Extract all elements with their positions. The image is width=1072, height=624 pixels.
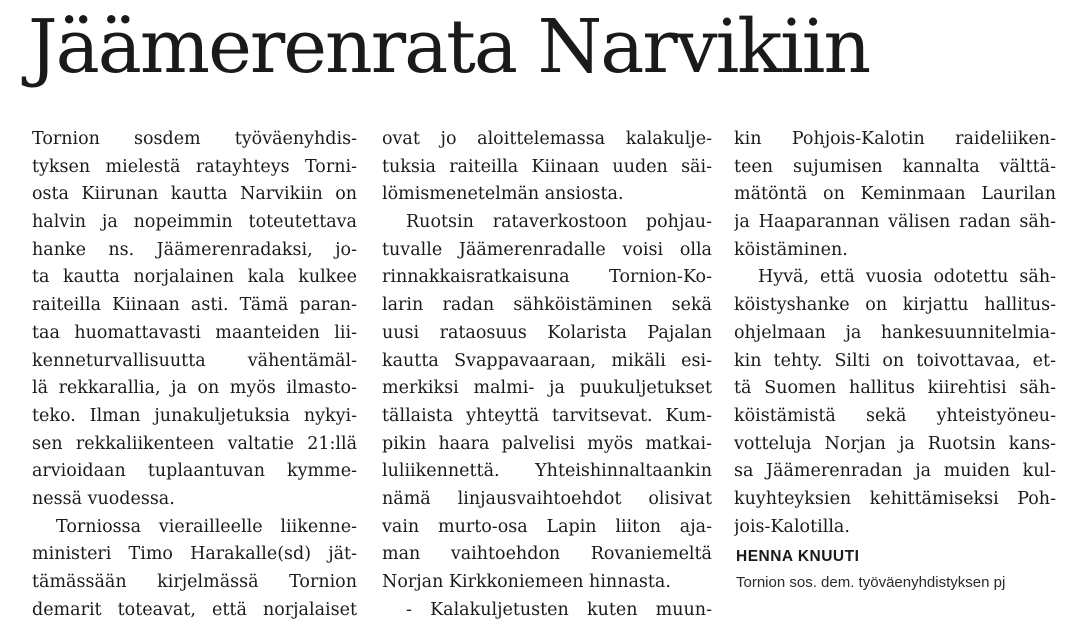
- article-text-line: demarit toteavat, että norjalaiset: [32, 599, 357, 620]
- article-text-line: sa Jäämerenradan ja muiden kul-: [734, 461, 1056, 482]
- article-text-line: rinnakkaisratkaisuna Tornion-Ko-: [382, 267, 712, 288]
- article-column-3: [734, 126, 1056, 541]
- article-text-line: man vaihtoehdon Rovaniemeltä: [382, 544, 712, 565]
- article-headline: Jäämerenrata Narvikiin: [28, 4, 870, 90]
- article-text-line: tämässään kirjelmässä Tornion: [32, 572, 357, 592]
- article-text-line: jois-Kalotilla.: [734, 516, 850, 537]
- article-text-line: nämä linjausvaihtoehdot olisivat: [382, 488, 712, 509]
- article-text-line: teen sujumisen kannalta välttä-: [734, 156, 1056, 177]
- article-text-line: teko. Ilman junakuljetuksia nykyi-: [32, 405, 357, 426]
- article-text-line: ministeri Timo Harakalle(sd) jät-: [32, 544, 357, 565]
- article-text-line: kin tehty. Silti on toivottavaa, et-: [734, 350, 1056, 371]
- article-text-line: tä Suomen hallitus kiirehtisi säh-: [734, 378, 1056, 399]
- article-text-line: taa huomattavasti maanteiden lii-: [32, 322, 357, 343]
- article-text-line: Norjan Kirkkoniemeen hinnasta.: [382, 572, 671, 592]
- article-text-line: merkiksi malmi- ja puukuljetukset: [382, 378, 712, 399]
- article-text-line: kenneturvallisuutta vähentämäl-: [32, 350, 357, 371]
- article-text-line: ja Haaparannan välisen radan säh-: [734, 212, 1056, 233]
- article-text-line: larin radan sähköistäminen sekä: [382, 295, 712, 316]
- byline-author-name: HENNA KNUUTI: [736, 548, 860, 565]
- article-text-line: vain murto-osa Lapin liiton aja-: [382, 516, 712, 537]
- article-text-line: luliikennettä. Yhteishinnaltaankin: [382, 461, 712, 482]
- article-text-line: tällaista yhteyttä tarvitsevat. Kum-: [382, 405, 712, 426]
- article-text-line: kuyhteyksien kehittämiseksi Poh-: [734, 488, 1056, 509]
- article-text-line: - Kalakuljetusten kuten muun-: [406, 599, 712, 620]
- article-text-line: uusi rataosuus Kolarista Pajalan: [382, 322, 712, 343]
- article-text-line: Tornion sosdem työväenyhdis-: [32, 129, 357, 149]
- article-text-line: Ruotsin rataverkostoon pohjau-: [406, 212, 712, 233]
- article-text-line: osta Kiirunan kautta Narvikiin on: [32, 184, 357, 205]
- article-text-line: ovat jo aloittelemassa kalakulje-: [382, 129, 712, 149]
- article-text-line: votteluja Norjan ja Ruotsin kans-: [734, 433, 1056, 454]
- article-text-line: kautta Svappavaaraan, mikäli esi-: [382, 350, 712, 371]
- article-text-line: köistämistä sekä yhteistyöneu-: [734, 405, 1056, 426]
- article-text-line: Torniossa vierailleelle liikenne-: [56, 516, 357, 537]
- article-text-line: hanke ns. Jäämerenradaksi, jo-: [32, 239, 357, 260]
- article-text-line: lä rekkarallia, ja on myös ilmasto-: [32, 378, 357, 399]
- article-column-2: [382, 126, 712, 624]
- article-text-line: tuvalle Jäämerenradalle voisi olla: [382, 239, 712, 260]
- article-text-line: ohjelmaan ja hankesuunnitelmia-: [734, 322, 1056, 343]
- article-text-line: nessä vuodessa.: [32, 488, 175, 509]
- article-column-1: [32, 126, 357, 624]
- article-text-line: mätöntä on Keminmaan Laurilan: [734, 184, 1056, 205]
- article-text-line: ta kautta norjalainen kala kulkee: [32, 267, 357, 288]
- article-text-line: pikin haara palvelisi myös matkai-: [382, 433, 712, 454]
- article-text-line: köistyshanke on kirjattu hallitus-: [734, 295, 1056, 316]
- article-text-line: Hyvä, että vuosia odotettu säh-: [758, 267, 1056, 288]
- article-text-line: lömismenetelmän ansiosta.: [382, 184, 624, 205]
- article-text-line: sen rekkaliikenteen valtatie 21:llä: [32, 433, 357, 454]
- article-text-line: tuksia raiteilla Kiinaan uuden säi-: [382, 156, 712, 177]
- article-text-line: halvin ja nopeimmin toteutettava: [32, 212, 357, 233]
- article-text-line: arvioidaan tuplaantuvan kymme-: [32, 461, 357, 482]
- article-text-line: tyksen mielestä ratayhteys Torni-: [32, 156, 357, 177]
- article-text-line: kin Pohjois-Kalotin raideliiken-: [734, 129, 1056, 149]
- article-text-line: köistäminen.: [734, 239, 848, 260]
- article-text-line: raiteilla Kiinaan asti. Tämä paran-: [32, 295, 357, 316]
- byline-author-organization: Tornion sos. dem. työväenyhdistyksen pj: [736, 574, 1006, 591]
